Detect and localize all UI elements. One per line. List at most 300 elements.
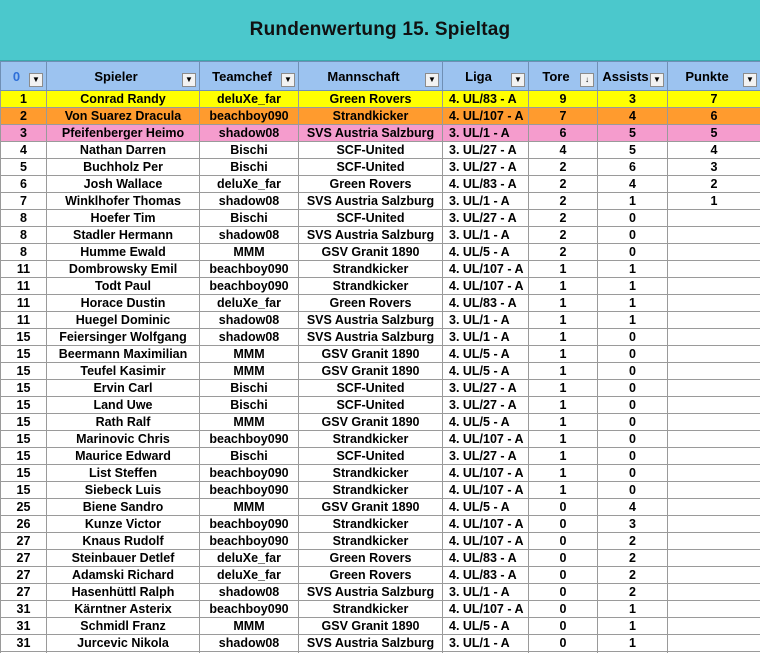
cell-teamchef[interactable]: shadow08 [200,584,299,601]
cell-punkte[interactable] [668,346,760,363]
cell-punkte[interactable] [668,601,760,618]
cell-liga[interactable]: 4. UL/107 - A [443,533,529,550]
cell-punkte[interactable] [668,567,760,584]
cell-mannschaft[interactable]: Strandkicker [299,278,443,295]
column-header-spieler[interactable]: Spieler ▼ [47,62,200,91]
cell-mannschaft[interactable]: Strandkicker [299,601,443,618]
cell-teamchef[interactable]: beachboy090 [200,278,299,295]
cell-rank[interactable]: 15 [1,431,47,448]
cell-teamchef[interactable]: deluXe_far [200,567,299,584]
cell-assists[interactable]: 0 [598,227,668,244]
cell-teamchef[interactable]: beachboy090 [200,465,299,482]
cell-liga[interactable]: 4. UL/5 - A [443,414,529,431]
cell-mannschaft[interactable]: Green Rovers [299,176,443,193]
column-header-assists[interactable]: Assists ▼ [598,62,668,91]
cell-player[interactable]: Steinbauer Detlef [47,550,200,567]
cell-assists[interactable]: 1 [598,601,668,618]
cell-player[interactable]: Pfeifenberger Heimo [47,125,200,142]
cell-teamchef[interactable]: shadow08 [200,312,299,329]
cell-assists[interactable]: 0 [598,210,668,227]
cell-punkte[interactable] [668,618,760,635]
cell-punkte[interactable] [668,635,760,652]
cell-teamchef[interactable]: deluXe_far [200,550,299,567]
cell-rank[interactable]: 15 [1,397,47,414]
cell-liga[interactable]: 3. UL/1 - A [443,312,529,329]
cell-assists[interactable]: 6 [598,159,668,176]
cell-mannschaft[interactable]: Strandkicker [299,108,443,125]
cell-liga[interactable]: 4. UL/5 - A [443,363,529,380]
cell-punkte[interactable] [668,363,760,380]
table-row [1,482,760,499]
cell-teamchef[interactable]: MMM [200,244,299,261]
cell-rank[interactable]: 26 [1,516,47,533]
cell-rank[interactable]: 15 [1,448,47,465]
cell-mannschaft[interactable]: GSV Granit 1890 [299,618,443,635]
cell-assists[interactable]: 3 [598,516,668,533]
table-row [1,193,760,210]
cell-liga[interactable]: 4. UL/107 - A [443,431,529,448]
cell-punkte[interactable] [668,431,760,448]
cell-tore[interactable]: 2 [529,176,598,193]
cell-mannschaft[interactable]: Strandkicker [299,482,443,499]
table-row [1,159,760,176]
cell-liga[interactable]: 3. UL/27 - A [443,397,529,414]
cell-player[interactable]: Teufel Kasimir [47,363,200,380]
cell-mannschaft[interactable]: GSV Granit 1890 [299,499,443,516]
cell-mannschaft[interactable]: Green Rovers [299,550,443,567]
cell-player[interactable]: Marinovic Chris [47,431,200,448]
cell-punkte[interactable]: 2 [668,176,760,193]
cell-assists[interactable]: 0 [598,346,668,363]
cell-assists[interactable]: 4 [598,108,668,125]
cell-punkte[interactable] [668,533,760,550]
table-row [1,346,760,363]
cell-player[interactable]: Stadler Hermann [47,227,200,244]
cell-rank[interactable]: 15 [1,482,47,499]
cell-rank[interactable]: 27 [1,584,47,601]
cell-liga[interactable]: 4. UL/5 - A [443,244,529,261]
cell-player[interactable]: Josh Wallace [47,176,200,193]
cell-mannschaft[interactable]: SVS Austria Salzburg [299,227,443,244]
cell-rank[interactable]: 15 [1,465,47,482]
filter-dropdown-icon[interactable]: ▼ [743,73,757,87]
column-header-punkte[interactable]: Punkte ▼ [668,62,760,91]
cell-punkte[interactable]: 1 [668,193,760,210]
cell-player[interactable]: List Steffen [47,465,200,482]
cell-assists[interactable]: 0 [598,244,668,261]
cell-mannschaft[interactable]: GSV Granit 1890 [299,244,443,261]
cell-tore[interactable]: 1 [529,261,598,278]
cell-tore[interactable]: 1 [529,397,598,414]
cell-assists[interactable]: 0 [598,414,668,431]
cell-rank[interactable]: 27 [1,567,47,584]
cell-assists[interactable]: 3 [598,91,668,108]
cell-punkte[interactable]: 5 [668,125,760,142]
cell-rank[interactable]: 15 [1,414,47,431]
cell-teamchef[interactable]: MMM [200,499,299,516]
cell-punkte[interactable] [668,380,760,397]
cell-mannschaft[interactable]: SCF-United [299,142,443,159]
cell-player[interactable]: Adamski Richard [47,567,200,584]
cell-punkte[interactable] [668,210,760,227]
cell-rank[interactable]: 5 [1,159,47,176]
cell-mannschaft[interactable]: SCF-United [299,159,443,176]
cell-tore[interactable]: 6 [529,125,598,142]
cell-punkte[interactable] [668,482,760,499]
cell-player[interactable]: Huegel Dominic [47,312,200,329]
cell-punkte[interactable] [668,329,760,346]
cell-assists[interactable]: 1 [598,295,668,312]
column-header-mannschaft[interactable]: Mannschaft ▼ [299,62,443,91]
cell-punkte[interactable] [668,414,760,431]
cell-assists[interactable]: 0 [598,465,668,482]
table-row [1,329,760,346]
cell-mannschaft[interactable]: Strandkicker [299,533,443,550]
cell-assists[interactable]: 1 [598,278,668,295]
table-row [1,431,760,448]
cell-player[interactable]: Maurice Edward [47,448,200,465]
cell-punkte[interactable] [668,465,760,482]
cell-punkte[interactable] [668,312,760,329]
cell-liga[interactable]: 3. UL/1 - A [443,584,529,601]
table-row [1,210,760,227]
table-row [1,618,760,635]
cell-rank[interactable]: 15 [1,363,47,380]
cell-teamchef[interactable]: MMM [200,346,299,363]
cell-teamchef[interactable]: MMM [200,363,299,380]
cell-rank[interactable]: 31 [1,635,47,652]
cell-assists[interactable]: 0 [598,380,668,397]
cell-teamchef[interactable]: shadow08 [200,227,299,244]
cell-tore[interactable]: 1 [529,414,598,431]
cell-tore[interactable]: 2 [529,227,598,244]
column-header-tore[interactable]: Tore ↓ [529,62,598,91]
cell-tore[interactable]: 2 [529,193,598,210]
cell-assists[interactable]: 2 [598,567,668,584]
cell-punkte[interactable] [668,448,760,465]
cell-player[interactable]: Rath Ralf [47,414,200,431]
cell-teamchef[interactable]: beachboy090 [200,533,299,550]
cell-rank[interactable]: 8 [1,227,47,244]
cell-mannschaft[interactable]: SCF-United [299,448,443,465]
cell-tore[interactable]: 0 [529,618,598,635]
cell-player[interactable]: Ervin Carl [47,380,200,397]
cell-player[interactable]: Knaus Rudolf [47,533,200,550]
cell-mannschaft[interactable]: Strandkicker [299,431,443,448]
cell-teamchef[interactable]: shadow08 [200,193,299,210]
cell-liga[interactable]: 4. UL/83 - A [443,91,529,108]
cell-tore[interactable]: 1 [529,346,598,363]
cell-rank[interactable]: 31 [1,601,47,618]
cell-punkte[interactable] [668,499,760,516]
cell-rank[interactable]: 31 [1,618,47,635]
header-row [1,62,760,91]
cell-rank[interactable]: 27 [1,550,47,567]
cell-tore[interactable]: 0 [529,499,598,516]
cell-punkte[interactable] [668,278,760,295]
cell-player[interactable]: Von Suarez Dracula [47,108,200,125]
cell-punkte[interactable] [668,397,760,414]
cell-mannschaft[interactable]: Strandkicker [299,261,443,278]
filter-dropdown-icon[interactable]: ▼ [29,73,43,87]
cell-liga[interactable]: 3. UL/27 - A [443,159,529,176]
table-row [1,448,760,465]
cell-player[interactable]: Land Uwe [47,397,200,414]
cell-tore[interactable]: 0 [529,550,598,567]
cell-tore[interactable]: 1 [529,312,598,329]
cell-rank[interactable]: 15 [1,380,47,397]
cell-punkte[interactable] [668,584,760,601]
table-row [1,499,760,516]
cell-teamchef[interactable]: Bischi [200,380,299,397]
cell-tore[interactable]: 1 [529,380,598,397]
cell-rank[interactable]: 3 [1,125,47,142]
cell-tore[interactable]: 2 [529,210,598,227]
cell-tore[interactable]: 1 [529,448,598,465]
cell-assists[interactable]: 1 [598,635,668,652]
cell-tore[interactable]: 1 [529,431,598,448]
cell-tore[interactable]: 1 [529,482,598,499]
cell-assists[interactable]: 5 [598,125,668,142]
filter-dropdown-icon[interactable]: ▼ [650,73,664,87]
cell-mannschaft[interactable]: GSV Granit 1890 [299,363,443,380]
cell-rank[interactable]: 8 [1,244,47,261]
cell-rank[interactable]: 25 [1,499,47,516]
cell-punkte[interactable] [668,295,760,312]
cell-teamchef[interactable]: deluXe_far [200,91,299,108]
cell-teamchef[interactable]: shadow08 [200,125,299,142]
cell-assists[interactable]: 2 [598,533,668,550]
cell-rank[interactable]: 11 [1,261,47,278]
cell-tore[interactable]: 7 [529,108,598,125]
filter-dropdown-icon[interactable]: ▼ [281,73,295,87]
cell-player[interactable]: Hasenhüttl Ralph [47,584,200,601]
cell-assists[interactable]: 1 [598,193,668,210]
cell-liga[interactable]: 3. UL/27 - A [443,142,529,159]
cell-mannschaft[interactable]: SVS Austria Salzburg [299,584,443,601]
cell-rank[interactable]: 8 [1,210,47,227]
cell-player[interactable]: Biene Sandro [47,499,200,516]
cell-rank[interactable]: 11 [1,312,47,329]
table-row [1,176,760,193]
cell-tore[interactable]: 0 [529,567,598,584]
cell-assists[interactable]: 0 [598,397,668,414]
cell-assists[interactable]: 0 [598,431,668,448]
cell-assists[interactable]: 1 [598,618,668,635]
cell-player[interactable]: Conrad Randy [47,91,200,108]
cell-liga[interactable]: 4. UL/5 - A [443,346,529,363]
cell-mannschaft[interactable]: GSV Granit 1890 [299,414,443,431]
sort-descending-icon[interactable]: ↓ [580,73,594,87]
cell-teamchef[interactable]: Bischi [200,159,299,176]
cell-teamchef[interactable]: Bischi [200,210,299,227]
cell-assists[interactable]: 0 [598,363,668,380]
cell-tore[interactable]: 1 [529,465,598,482]
cell-liga[interactable]: 4. UL/83 - A [443,295,529,312]
cell-player[interactable]: Siebeck Luis [47,482,200,499]
cell-liga[interactable]: 4. UL/107 - A [443,278,529,295]
cell-tore[interactable]: 1 [529,329,598,346]
cell-player[interactable]: Hoefer Tim [47,210,200,227]
cell-liga[interactable]: 4. UL/107 - A [443,516,529,533]
cell-teamchef[interactable]: MMM [200,618,299,635]
cell-tore[interactable]: 9 [529,91,598,108]
column-header-teamchef[interactable]: Teamchef ▼ [200,62,299,91]
column-header-liga[interactable]: Liga ▼ [443,62,529,91]
cell-tore[interactable]: 0 [529,635,598,652]
cell-rank[interactable]: 11 [1,295,47,312]
cell-tore[interactable]: 4 [529,142,598,159]
table-row [1,601,760,618]
cell-mannschaft[interactable]: SVS Austria Salzburg [299,635,443,652]
cell-tore[interactable]: 0 [529,584,598,601]
cell-teamchef[interactable]: beachboy090 [200,516,299,533]
cell-teamchef[interactable]: Bischi [200,142,299,159]
table-row [1,142,760,159]
cell-player[interactable]: Horace Dustin [47,295,200,312]
cell-rank[interactable]: 1 [1,91,47,108]
cell-assists[interactable]: 1 [598,261,668,278]
cell-teamchef[interactable]: beachboy090 [200,108,299,125]
cell-rank[interactable]: 11 [1,278,47,295]
cell-liga[interactable]: 4. UL/83 - A [443,176,529,193]
cell-assists[interactable]: 4 [598,499,668,516]
cell-liga[interactable]: 4. UL/107 - A [443,482,529,499]
cell-assists[interactable]: 5 [598,142,668,159]
cell-player[interactable]: Jurcevic Nikola [47,635,200,652]
cell-teamchef[interactable]: shadow08 [200,329,299,346]
cell-tore[interactable]: 0 [529,533,598,550]
cell-punkte[interactable]: 7 [668,91,760,108]
cell-liga[interactable]: 4. UL/107 - A [443,261,529,278]
cell-mannschaft[interactable]: Strandkicker [299,516,443,533]
cell-player[interactable]: Feiersinger Wolfgang [47,329,200,346]
cell-player[interactable]: Todt Paul [47,278,200,295]
cell-mannschaft[interactable]: Green Rovers [299,91,443,108]
column-header-rank[interactable]: 0 ▼ [1,62,47,91]
cell-assists[interactable]: 2 [598,550,668,567]
cell-punkte[interactable] [668,227,760,244]
cell-assists[interactable]: 2 [598,584,668,601]
cell-rank[interactable]: 27 [1,533,47,550]
cell-liga[interactable]: 3. UL/1 - A [443,329,529,346]
cell-rank[interactable]: 15 [1,346,47,363]
table-row [1,550,760,567]
cell-mannschaft[interactable]: SCF-United [299,380,443,397]
cell-mannschaft[interactable]: Green Rovers [299,295,443,312]
cell-assists[interactable]: 0 [598,448,668,465]
cell-liga[interactable]: 4. UL/83 - A [443,567,529,584]
table-row [1,261,760,278]
cell-mannschaft[interactable]: Green Rovers [299,567,443,584]
cell-tore[interactable]: 1 [529,295,598,312]
cell-liga[interactable]: 4. UL/107 - A [443,465,529,482]
cell-teamchef[interactable]: beachboy090 [200,601,299,618]
cell-player[interactable]: Buchholz Per [47,159,200,176]
cell-mannschaft[interactable]: SVS Austria Salzburg [299,312,443,329]
cell-assists[interactable]: 1 [598,312,668,329]
cell-mannschaft[interactable]: SVS Austria Salzburg [299,329,443,346]
cell-teamchef[interactable]: deluXe_far [200,295,299,312]
table-row [1,567,760,584]
cell-rank[interactable]: 7 [1,193,47,210]
cell-player[interactable]: Kärntner Asterix [47,601,200,618]
cell-punkte[interactable] [668,244,760,261]
cell-player[interactable]: Schmidl Franz [47,618,200,635]
filter-dropdown-icon[interactable]: ▼ [425,73,439,87]
cell-liga[interactable]: 3. UL/1 - A [443,227,529,244]
cell-player[interactable]: Winklhofer Thomas [47,193,200,210]
cell-tore[interactable]: 0 [529,601,598,618]
cell-teamchef[interactable]: deluXe_far [200,176,299,193]
cell-punkte[interactable]: 4 [668,142,760,159]
cell-player[interactable]: Kunze Victor [47,516,200,533]
cell-liga[interactable]: 4. UL/107 - A [443,601,529,618]
cell-liga[interactable]: 3. UL/1 - A [443,635,529,652]
cell-tore[interactable]: 0 [529,516,598,533]
filter-dropdown-icon[interactable]: ▼ [182,73,196,87]
cell-liga[interactable]: 3. UL/1 - A [443,125,529,142]
cell-teamchef[interactable]: beachboy090 [200,431,299,448]
cell-punkte[interactable]: 3 [668,159,760,176]
cell-tore[interactable]: 1 [529,278,598,295]
cell-assists[interactable]: 0 [598,482,668,499]
cell-teamchef[interactable]: beachboy090 [200,261,299,278]
cell-mannschaft[interactable]: GSV Granit 1890 [299,346,443,363]
table-row [1,516,760,533]
cell-liga[interactable]: 3. UL/1 - A [443,193,529,210]
cell-liga[interactable]: 4. UL/83 - A [443,550,529,567]
cell-teamchef[interactable]: Bischi [200,397,299,414]
cell-mannschaft[interactable]: SCF-United [299,397,443,414]
cell-rank[interactable]: 4 [1,142,47,159]
cell-tore[interactable]: 2 [529,159,598,176]
cell-punkte[interactable] [668,261,760,278]
table-row [1,227,760,244]
cell-liga[interactable]: 4. UL/107 - A [443,108,529,125]
cell-liga[interactable]: 4. UL/5 - A [443,499,529,516]
cell-liga[interactable]: 4. UL/5 - A [443,618,529,635]
filter-dropdown-icon[interactable]: ▼ [511,73,525,87]
cell-player[interactable]: Nathan Darren [47,142,200,159]
cell-punkte[interactable] [668,516,760,533]
cell-player[interactable]: Dombrowsky Emil [47,261,200,278]
cell-player[interactable]: Beermann Maximilian [47,346,200,363]
cell-assists[interactable]: 0 [598,329,668,346]
cell-mannschaft[interactable]: Strandkicker [299,465,443,482]
cell-punkte[interactable]: 6 [668,108,760,125]
cell-liga[interactable]: 3. UL/27 - A [443,448,529,465]
cell-teamchef[interactable]: shadow08 [200,635,299,652]
cell-tore[interactable]: 2 [529,244,598,261]
cell-teamchef[interactable]: beachboy090 [200,482,299,499]
table-row [1,312,760,329]
cell-rank[interactable]: 2 [1,108,47,125]
cell-liga[interactable]: 3. UL/27 - A [443,380,529,397]
cell-teamchef[interactable]: MMM [200,414,299,431]
cell-rank[interactable]: 6 [1,176,47,193]
cell-mannschaft[interactable]: SVS Austria Salzburg [299,193,443,210]
cell-mannschaft[interactable]: SCF-United [299,210,443,227]
cell-teamchef[interactable]: Bischi [200,448,299,465]
cell-player[interactable]: Humme Ewald [47,244,200,261]
cell-assists[interactable]: 4 [598,176,668,193]
cell-mannschaft[interactable]: SVS Austria Salzburg [299,125,443,142]
cell-rank[interactable]: 15 [1,329,47,346]
cell-liga[interactable]: 3. UL/27 - A [443,210,529,227]
cell-punkte[interactable] [668,550,760,567]
cell-tore[interactable]: 1 [529,363,598,380]
